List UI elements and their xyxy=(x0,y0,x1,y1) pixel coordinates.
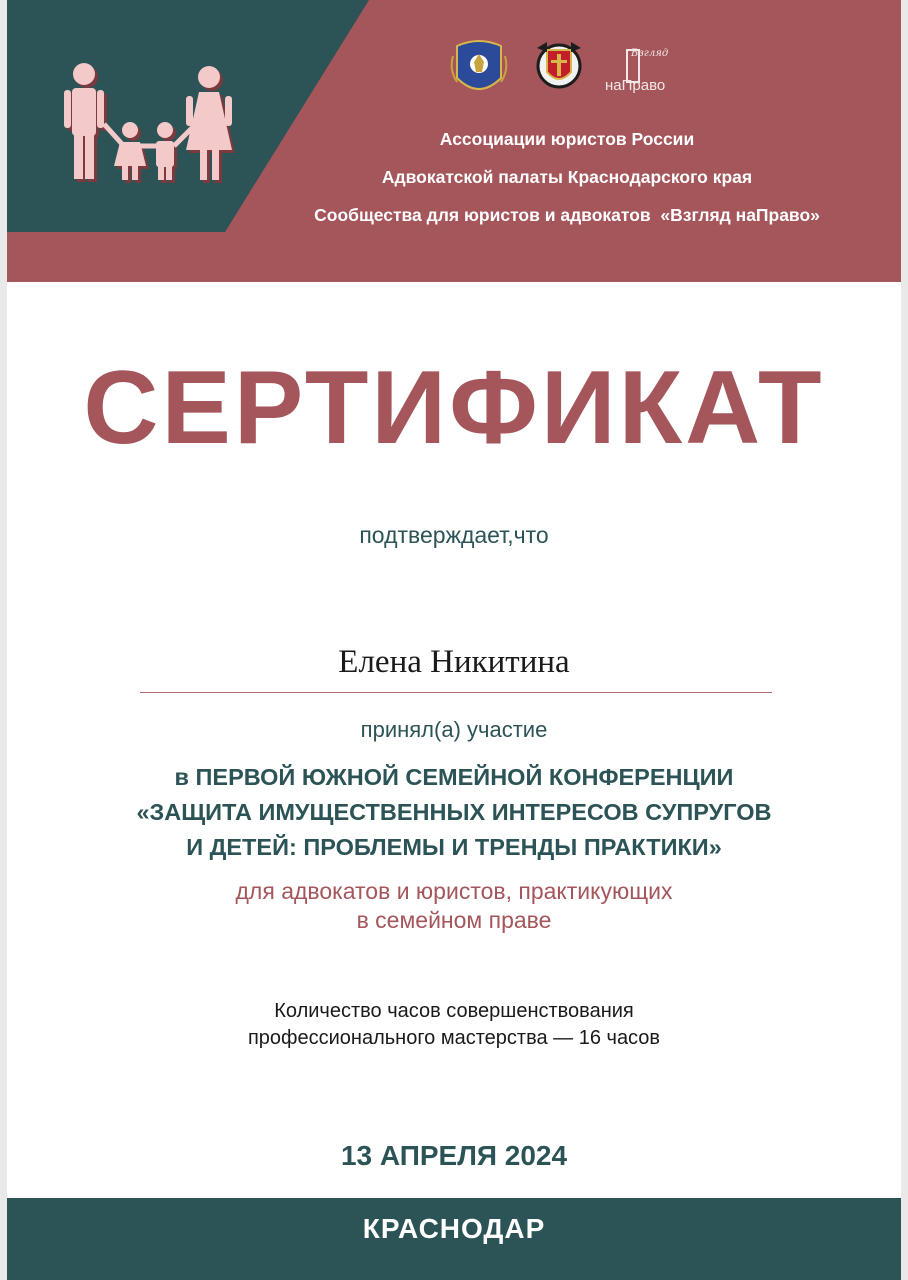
organizations-list xyxy=(257,126,877,240)
recipient-name: Елена Никитина xyxy=(338,644,570,680)
organization-line: Сообщества для юристов и адвокатов «Взгляд наПраво» xyxy=(314,205,820,225)
audience-line: в семейном праве xyxy=(356,907,552,933)
certificate-page xyxy=(7,0,901,1280)
header-band xyxy=(7,0,901,282)
organization-line: Ассоциации юристов России xyxy=(439,129,695,149)
participated-text: принял(а) участие xyxy=(360,717,548,742)
confirms-text: подтверждает,что xyxy=(359,522,549,548)
organization-line: Адвокатской палаты Краснодарского края xyxy=(381,167,753,187)
certificate-title: СЕРТИФИКАТ xyxy=(83,350,825,466)
conference-line: «ЗАЩИТА ИМУЩЕСТВЕННЫХ ИНТЕРЕСОВ СУПРУГОВ xyxy=(136,799,772,825)
audience-text xyxy=(7,877,901,935)
conference-line: И ДЕТЕЙ: ПРОБЛЕМЫ И ТРЕНДЫ ПРАКТИКИ» xyxy=(186,834,722,860)
svg-text:Взгляд: Взгляд xyxy=(631,48,669,59)
conference-line: в ПЕРВОЙ ЮЖНОЙ СЕМЕЙНОЙ КОНФЕРЕНЦИИ xyxy=(174,764,734,790)
svg-text:наПраво: наПраво xyxy=(605,77,666,94)
audience-line: для адвокатов и юристов, практикующих xyxy=(235,878,673,904)
hours-line: Количество часов совершенствования xyxy=(274,1000,634,1022)
bar-chamber-emblem-icon xyxy=(537,42,581,87)
partner-logos xyxy=(447,38,697,100)
lawyers-association-emblem-icon xyxy=(452,41,507,89)
hours-text xyxy=(7,998,901,1052)
name-underline xyxy=(140,692,772,693)
event-date: 13 АПРЕЛЯ 2024 xyxy=(340,1140,568,1171)
hours-line: профессионального мастерства — 16 часов xyxy=(247,1027,661,1049)
family-icon xyxy=(62,62,247,192)
event-city: КРАСНОДАР xyxy=(362,1213,546,1244)
naparvo-logo-icon xyxy=(605,48,668,94)
conference-title xyxy=(7,760,901,865)
